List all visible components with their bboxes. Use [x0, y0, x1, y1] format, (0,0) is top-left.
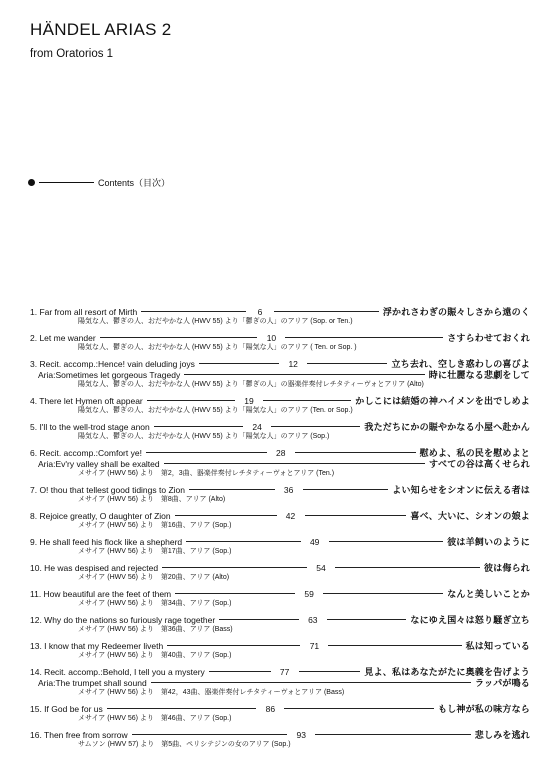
entry-japanese-title: 浮かれさわぎの賑々しさから遠のく — [382, 307, 530, 317]
entry-page: 63 — [308, 614, 318, 625]
entry-page: 77 — [279, 666, 290, 677]
entry-title: 6. Recit. accomp.:Comfort ye! — [30, 447, 142, 458]
entry-japanese-title: かしこには結婚の神ハイメンを出でしめよ — [355, 396, 530, 406]
aria-japanese-title: 時に壮麗なる悲劇をして — [428, 370, 530, 380]
aria-title: Aria:Sometimes let gorgeous Tragedy — [38, 369, 181, 380]
bullet-icon — [28, 179, 35, 186]
aria-title: Aria:The trumpet shall sound — [38, 677, 147, 688]
entry-source: 陽気な人、鬱ぎの人、おだやかな人 (HWV 55) より「鬱ぎの人」のアリア (Sop. or Ten.) — [78, 318, 353, 325]
list-item — [30, 536, 530, 557]
leader-rule — [285, 337, 443, 338]
entry-japanese-title: 喜べ、大いに、シオンの娘よ — [410, 511, 530, 521]
leader-rule — [151, 682, 471, 683]
entry-source: メサイア (HWV 56) より 第34曲、アリア (Sop.) — [78, 600, 232, 607]
entry-source: メサイア (HWV 56) より 第20曲、アリア (Alto) — [78, 574, 230, 581]
aria-japanese-title: ラッパが鳴る — [474, 678, 530, 688]
leader-rule — [209, 671, 271, 672]
entry-line — [30, 447, 530, 458]
leader-rule — [329, 541, 444, 542]
entry-page: 36 — [283, 484, 294, 495]
leader-rule — [263, 400, 351, 401]
entry-line — [30, 562, 530, 573]
entry-title: 4. There let Hymen oft appear — [30, 395, 143, 406]
entry-japanese-title: 悲しみを逃れ — [474, 730, 530, 740]
entry-page: 71 — [309, 640, 320, 651]
leader-rule — [147, 400, 235, 401]
list-item — [30, 729, 530, 750]
entry-source: メサイア (HWV 56) より 第40曲、アリア (Sop.) — [78, 652, 232, 659]
contents-label: Contents（目次） — [98, 177, 171, 188]
entry-page: 28 — [276, 447, 286, 458]
page-subtitle: from Oratorios 1 — [30, 48, 114, 60]
entry-aria-line — [30, 677, 530, 688]
entry-line — [30, 536, 530, 547]
leader-rule — [303, 489, 389, 490]
entry-line — [30, 358, 530, 369]
entry-source: サムソン (HWV 57) より 第5曲、ペリシテジンの女のアリア (Sop.) — [78, 741, 291, 748]
entry-source: メサイア (HWV 56) より 第42，43曲、器楽伴奏付レチタティーヴォとアリア (Bass) — [78, 689, 345, 696]
entry-japanese-title: 私は知っている — [465, 641, 530, 651]
contents-rule — [39, 182, 94, 183]
entry-source: メサイア (HWV 56) より 第16曲、アリア (Sop.) — [78, 522, 232, 529]
list-item — [30, 395, 530, 416]
entry-page: 59 — [304, 588, 314, 599]
entry-title: 2. Let me wander — [30, 332, 96, 343]
entry-japanese-title: 彼は羊飼いのように — [447, 537, 530, 547]
entry-title: 1. Far from all resort of Mirth — [30, 306, 138, 317]
leader-rule — [175, 593, 295, 594]
aria-japanese-title: すべての谷は高くせられ — [428, 459, 530, 469]
entry-page: 49 — [309, 536, 320, 547]
entry-source: 陽気な人、鬱ぎの人、おだやかな人 (HWV 55) より「鬱ぎの人」の器楽伴奏付レチタティーヴォとアリア (Alto) — [78, 381, 424, 388]
entry-source: メサイア (HWV 56) より 第2，3曲、器楽伴奏付レチタティーヴォとアリア (Ten.) — [78, 470, 335, 477]
entry-title: 5. I'll to the well-trod stage anon — [30, 421, 150, 432]
list-item — [30, 562, 530, 583]
entry-title: 10. He was despised and rejected — [30, 562, 159, 573]
entry-page: 42 — [285, 510, 296, 521]
list-item — [30, 358, 530, 390]
leader-rule — [274, 311, 379, 312]
leader-rule — [141, 311, 246, 312]
entry-line — [30, 332, 530, 343]
entry-aria-line — [30, 369, 530, 380]
list-item — [30, 484, 530, 505]
entry-source: メサイア (HWV 56) より 第8曲、アリア (Alto) — [78, 496, 226, 503]
leader-rule — [107, 708, 257, 709]
leader-rule — [164, 463, 425, 464]
entry-japanese-title: よい知らせをシオンに伝える者は — [392, 485, 530, 495]
leader-rule — [162, 567, 307, 568]
entry-japanese-title: 見よ、私はあなたがたに奥義を告げよう — [364, 667, 530, 677]
leader-rule — [184, 374, 425, 375]
aria-title: Aria:Ev'ry valley shall be exalted — [38, 458, 160, 469]
entry-line — [30, 395, 530, 406]
leader-rule — [335, 567, 480, 568]
entry-japanese-title: さすらわせておくれ — [447, 333, 530, 343]
page-title: HÄNDEL ARIAS 2 — [30, 20, 172, 39]
leader-rule — [305, 515, 407, 516]
entry-japanese-title: 慰めよ、私の民を慰めよと — [419, 448, 530, 458]
list-item — [30, 588, 530, 609]
entry-title: 14. Recit. accomp.:Behold, I tell you a mystery — [30, 666, 205, 677]
leader-rule — [132, 734, 288, 735]
contents-list — [30, 306, 530, 755]
entry-title: 7. O! thou that tellest good tidings to Zion — [30, 484, 185, 495]
leader-rule — [284, 708, 434, 709]
leader-rule — [307, 363, 387, 364]
leader-rule — [327, 619, 407, 620]
entry-page: 24 — [252, 421, 262, 432]
leader-rule — [219, 619, 299, 620]
entry-source: メサイア (HWV 56) より 第17曲、アリア (Sop.) — [78, 548, 232, 555]
entry-japanese-title: 彼は侮られ — [484, 563, 530, 573]
list-item — [30, 510, 530, 531]
entry-title: 3. Recit. accomp.:Hence! vain deluding joys — [30, 358, 195, 369]
entry-title: 11. How beautiful are the feet of them — [30, 588, 172, 599]
leader-rule — [295, 452, 416, 453]
entry-page: 86 — [265, 703, 276, 714]
entry-japanese-title: 立ち去れ、空しき惑わしの喜びよ — [391, 359, 530, 369]
leader-rule — [146, 452, 267, 453]
list-item — [30, 421, 530, 442]
leader-rule — [299, 671, 361, 672]
list-item — [30, 703, 530, 724]
entry-line — [30, 640, 530, 651]
entry-line — [30, 666, 530, 677]
entry-page: 12 — [288, 358, 298, 369]
entry-source: 陽気な人、鬱ぎの人、おだやかな人 (HWV 55) より「陽気な人」のアリア (Ten. or Sop.) — [78, 407, 353, 414]
entry-line — [30, 510, 530, 521]
entry-japanese-title: もし神が私の味方なら — [437, 704, 530, 714]
leader-rule — [154, 426, 243, 427]
entry-japanese-title: なんと美しいことか — [447, 589, 530, 599]
leader-rule — [186, 541, 301, 542]
entry-title: 13. I know that my Redeemer liveth — [30, 640, 164, 651]
entry-page: 54 — [316, 562, 326, 573]
entry-page: 19 — [244, 395, 254, 406]
entry-page: 10 — [266, 332, 277, 343]
entry-page: 93 — [296, 729, 306, 740]
list-item — [30, 614, 530, 635]
entry-line — [30, 306, 530, 317]
entry-title: 12. Why do the nations so furiously rage together — [30, 614, 216, 625]
leader-rule — [271, 426, 360, 427]
entry-line — [30, 484, 530, 495]
entry-source: 陽気な人、鬱ぎの人、おだやかな人 (HWV 55) より「陽気な人」のアリア ( Ten. or Sop. ) — [78, 344, 357, 351]
entry-source: 陽気な人、鬱ぎの人、おだやかな人 (HWV 55) より「陽気な人」のアリア (Sop.) — [78, 433, 330, 440]
entry-source: メサイア (HWV 56) より 第36曲、アリア (Bass) — [78, 626, 233, 633]
leader-rule — [323, 593, 443, 594]
entry-japanese-title: 我ただちにかの賑やかなる小屋へ赴かん — [364, 422, 530, 432]
list-item — [30, 306, 530, 327]
entry-page: 6 — [257, 306, 263, 317]
leader-rule — [328, 645, 461, 646]
entry-title: 16. Then free from sorrow — [30, 729, 128, 740]
list-item — [30, 666, 530, 698]
entry-line — [30, 729, 530, 740]
leader-rule — [199, 363, 279, 364]
entry-title: 8. Rejoice greatly, O daughter of Zion — [30, 510, 171, 521]
entry-aria-line — [30, 458, 530, 469]
leader-rule — [175, 515, 277, 516]
list-item — [30, 332, 530, 353]
entry-line — [30, 703, 530, 714]
contents-heading — [28, 176, 170, 188]
leader-rule — [189, 489, 275, 490]
leader-rule — [167, 645, 300, 646]
leader-rule — [315, 734, 471, 735]
list-item — [30, 640, 530, 661]
entry-title: 15. If God be for us — [30, 703, 103, 714]
entry-japanese-title: なにゆえ国々は怒り騒ぎ立ち — [410, 615, 530, 625]
entry-source: メサイア (HWV 56) より 第46曲、アリア (Sop.) — [78, 715, 232, 722]
entry-line — [30, 588, 530, 599]
list-item — [30, 447, 530, 479]
entry-line — [30, 421, 530, 432]
entry-line — [30, 614, 530, 625]
leader-rule — [100, 337, 258, 338]
entry-title: 9. He shall feed his flock like a shepherd — [30, 536, 183, 547]
